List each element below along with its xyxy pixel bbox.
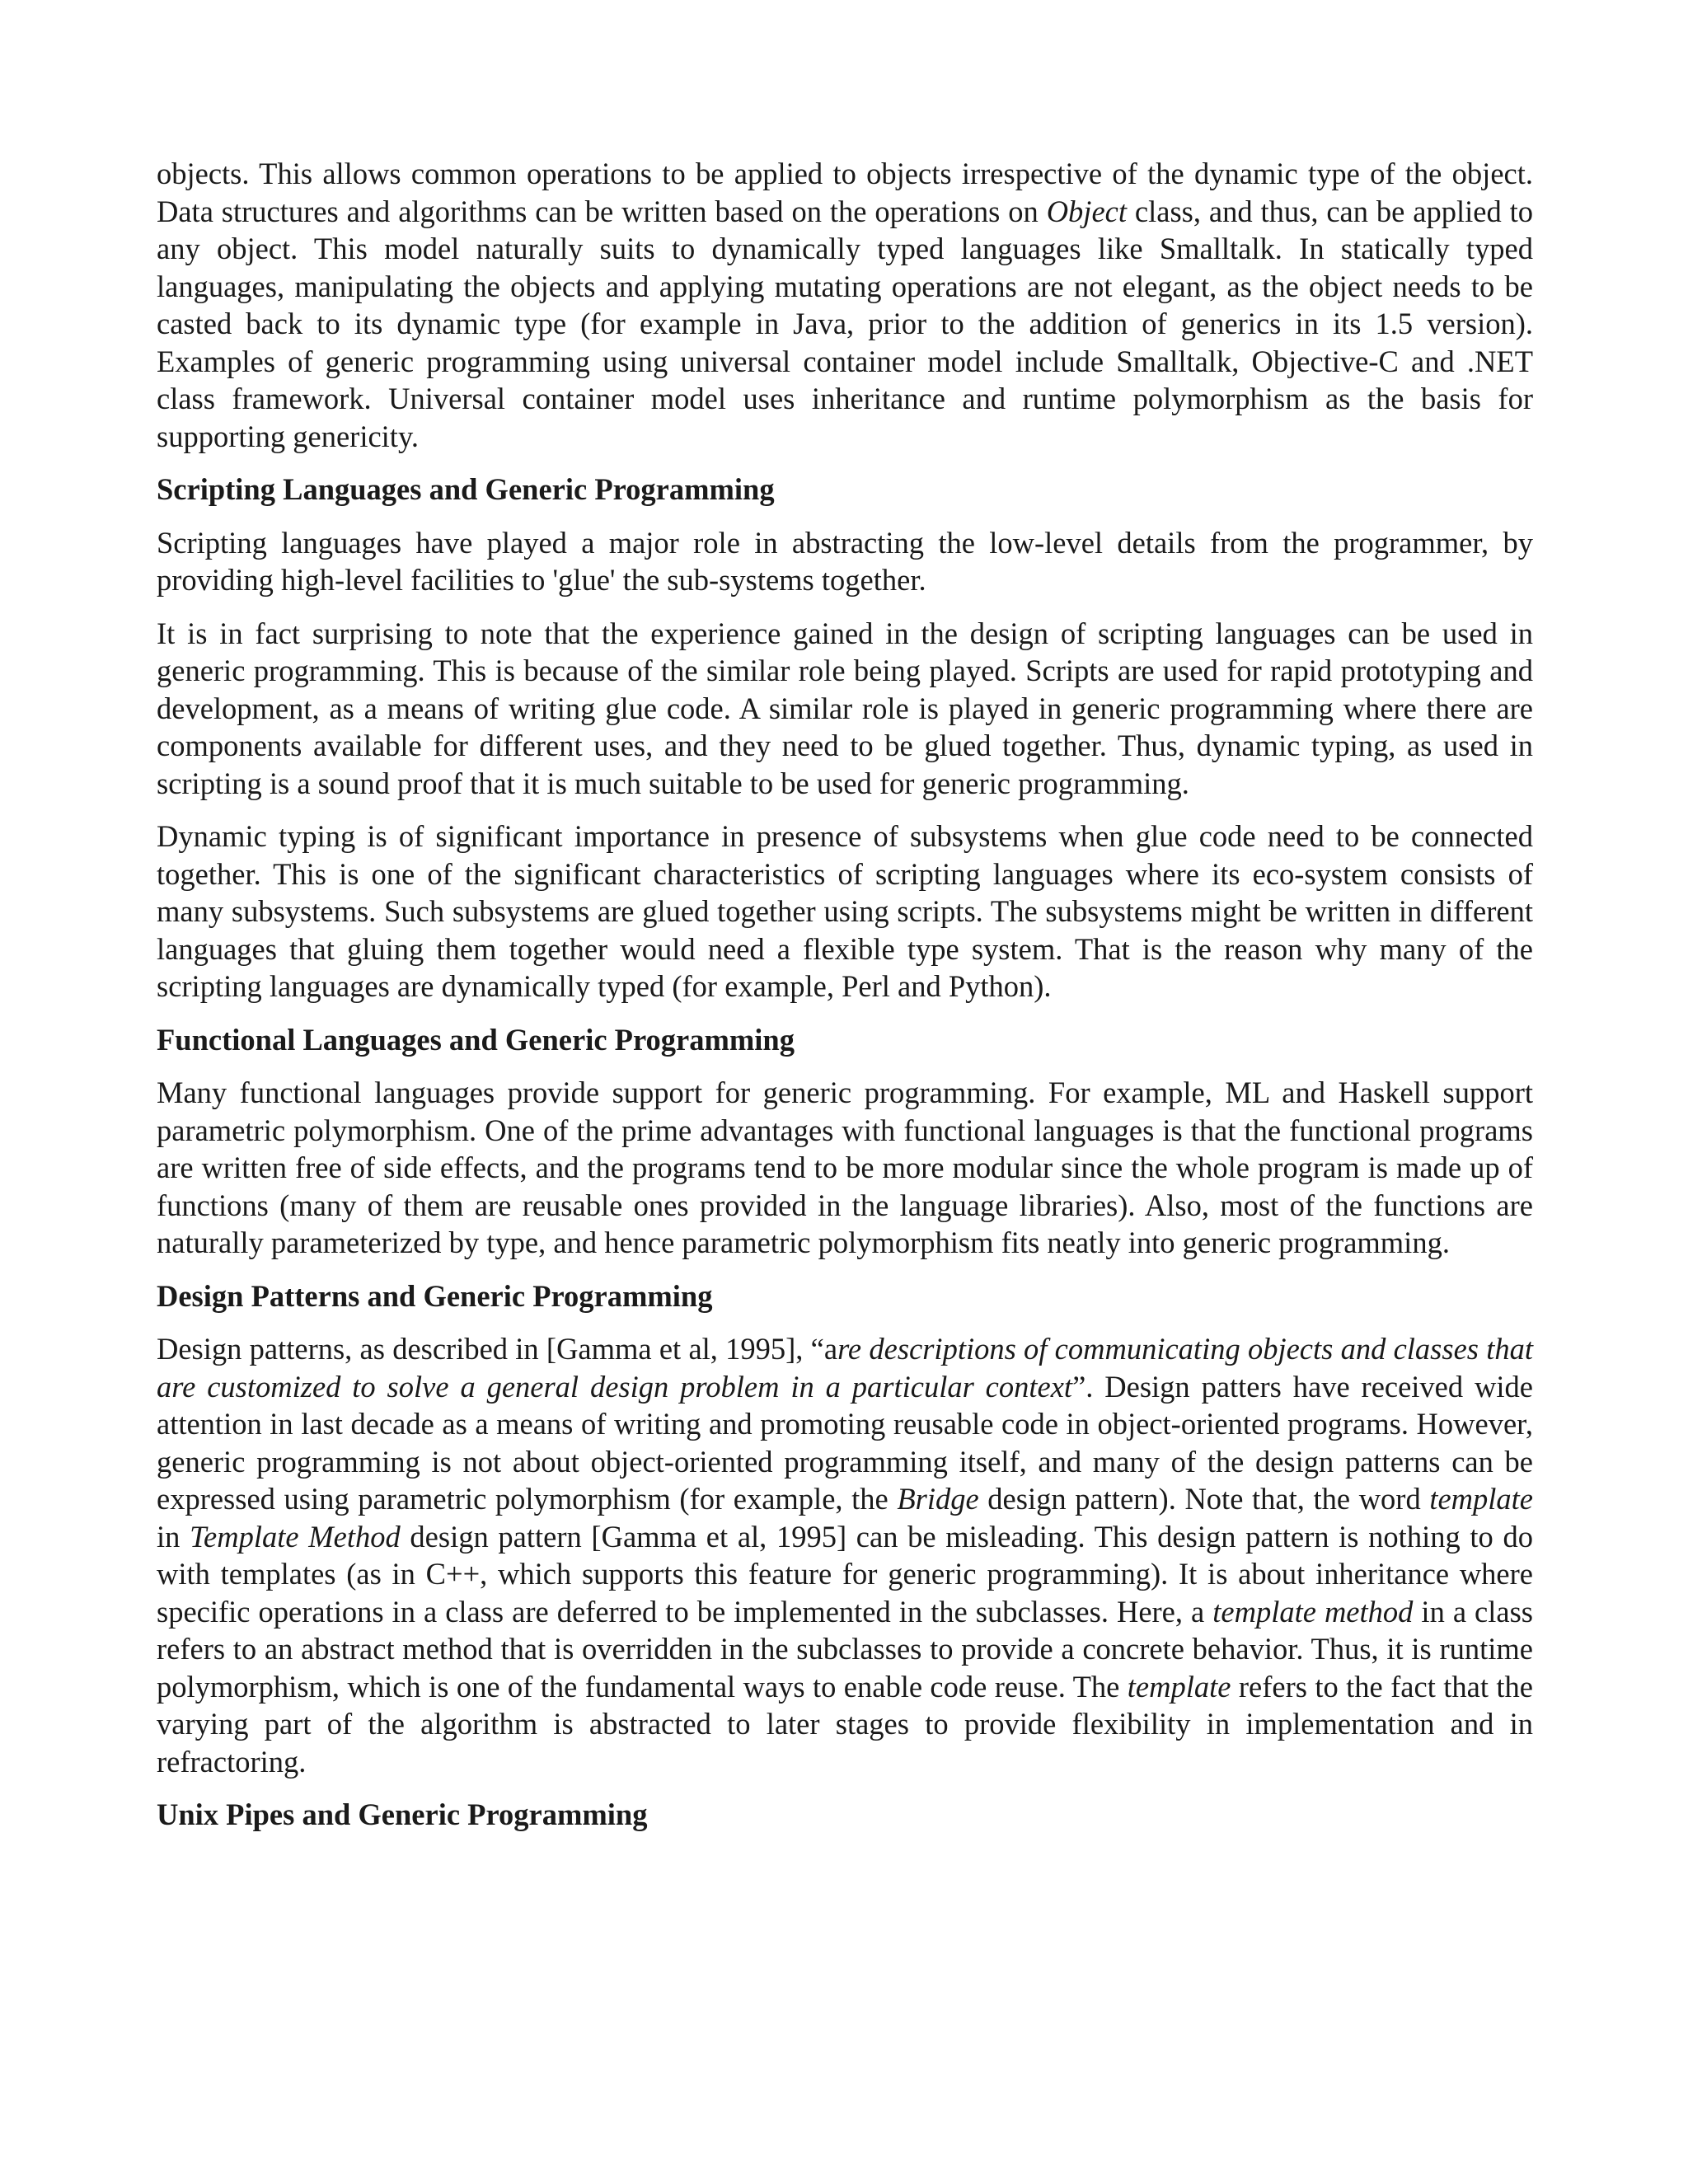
paragraph-design-patterns — [157, 1330, 1533, 1780]
italic-term-template-2: template — [1127, 1669, 1231, 1704]
text-run: design pattern [Gamma et al, 1995] can be misleading. This design pattern is nothing to do with templates (as in C++, which supports this feature for generic programming). It is about inheritance where specific operations in a class are deferred to be implemented in the subclasses. Here, a — [157, 1519, 1533, 1629]
italic-term-template-method: Template Method — [190, 1519, 401, 1554]
italic-term-bridge: Bridge — [897, 1482, 979, 1516]
paragraph-dynamic-typing: Dynamic typing is of significant importance in presence of subsystems when glue code need to be connected together. This is one of the significant characteristics of scripting languages where its eco-system consists of many subsystems. Such subsystems are glued together using scripts. The subsystems might be written in different languages that gluing them together would need a flexible type system. That is the reason why many of the scripting languages are dynamically typed (for example, Perl and Python). — [157, 819, 1533, 1003]
heading-design-patterns: Design Patterns and Generic Programming — [157, 1278, 713, 1313]
heading-functional-languages: Functional Languages and Generic Programming — [157, 1022, 795, 1057]
text-run: in — [157, 1519, 190, 1554]
text-run: objects. This allows common operations to be applied to objects irrespective of the dynamic type of the object. Data structures and algorithms can be written based on the operations on — [157, 157, 1533, 228]
text-run: design pattern). Note that, the word — [978, 1482, 1430, 1516]
italic-term-template-method-lower: template method — [1212, 1594, 1414, 1629]
paragraph-scripting-intro: Scripting languages have played a major role in abstracting the low-level details from the programmer, by providing high-level facilities to 'glue' the sub-systems together. — [157, 525, 1533, 597]
paragraph-universal-container — [157, 155, 1533, 455]
text-run: class, and thus, can be applied to any object. This model naturally suits to dynamically typed languages like Smalltalk. In statically typed languages, manipulating the objects and applying mutating operations are not elegant, as the object needs to be casted back to its dynamic type (for example in Java, prior to the addition of generics in its 1.5 version). Examples of generic programming using universal container model include Smalltalk, Objective-C and .NET class framework. Universal container model uses inheritance and runtime polymorphism as the basis for supporting genericity. — [157, 194, 1533, 453]
paragraph-scripting-experience: It is in fact surprising to note that the experience gained in the design of scripting languages can be used in generic programming. This is because of the similar role being played. Scripts are used for rapid prototyping and development, as a means of writing glue code. A similar role is played in generic programming where there are components available for different uses, and they need to be glued together. Thus, dynamic typing, as used in scripting is a sound proof that it is much suitable to be used for generic programming. — [157, 616, 1533, 800]
text-run: ”. Design patters have received wide attention in last decade as a means of writing and promoting reusable code in object-oriented programs. However, generic programming is not about object-oriented programming itself, and many of the design patterns can be expressed using parametric polymorphism (for example, the — [157, 1369, 1533, 1516]
text-run: refers to the fact that the varying part of the algorithm is abstracted to later stages to provide flexibility in implementation and in refractoring. — [157, 1669, 1533, 1779]
paragraph-functional-languages: Many functional languages provide support for generic programming. For example, ML and Haskell support parametric polymorphism. One of the prime advantages with functional languages is that the functional programs are written free of side effects, and the programs tend to be more modular since the whole program is made up of functions (many of them are reusable ones provided in the language libraries). Also, most of the functions are naturally parameterized by type, and hence parametric polymorphism fits neatly into generic programming. — [157, 1076, 1533, 1259]
heading-unix-pipes: Unix Pipes and Generic Programming — [157, 1797, 648, 1831]
text-run: Design patterns, as described in [Gamma et al, 1995], “a — [157, 1332, 838, 1366]
document-page — [157, 155, 1533, 1849]
italic-term-object: Object — [1046, 194, 1127, 228]
text-run: in a class refers to an abstract method that is overridden in the subclasses to provide a concrete behavior. Thus, it is runtime polymorphism, which is one of the fundamental ways to enable code reuse. The — [157, 1594, 1533, 1704]
heading-scripting-languages: Scripting Languages and Generic Programming — [157, 472, 775, 506]
italic-term-template: template — [1429, 1482, 1534, 1516]
italic-quote: re descriptions of communicating objects and classes that are customized to solve a general design problem in a particular context — [157, 1332, 1534, 1404]
